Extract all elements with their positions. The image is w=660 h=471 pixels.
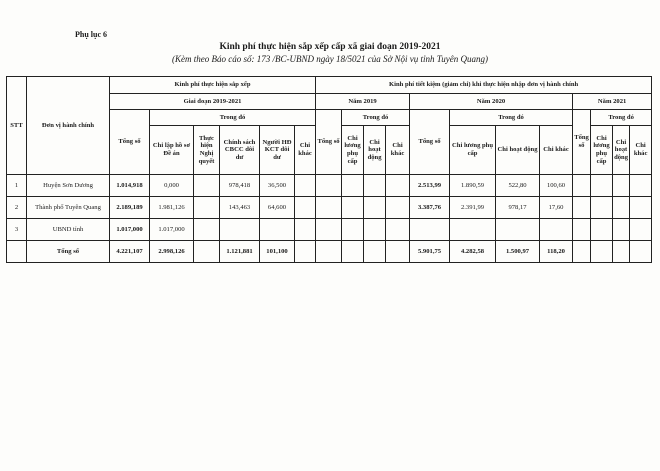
cell-2021-allowance — [591, 219, 613, 241]
cell-2021-operations — [613, 197, 630, 219]
cell-2019-total — [316, 219, 342, 241]
cell-2021-other — [630, 219, 652, 241]
cell-2020-allowance — [450, 219, 496, 241]
table-row — [7, 175, 652, 197]
cell-2021-operations — [613, 175, 630, 197]
cell-total: 1.014,918 — [110, 175, 150, 197]
cell-other — [295, 241, 316, 263]
header-dossier: Chi lập hồ sơ Đề án — [150, 126, 194, 175]
cell-2021-operations — [613, 241, 630, 263]
cell-resolution — [194, 197, 220, 219]
cell-2019-operations — [364, 219, 386, 241]
header-2020-allowance: Chi lương phụ cấp — [450, 126, 496, 175]
cell-2020-other — [540, 219, 573, 241]
cell-stt: 3 — [7, 219, 27, 241]
cell-cbcc — [220, 219, 260, 241]
cell-2021-operations — [613, 219, 630, 241]
header-year-2021: Năm 2021 — [573, 94, 652, 110]
cell-2020-operations: 1.500,97 — [496, 241, 540, 263]
header-2019-total: Tổng số — [316, 110, 342, 175]
header-2020-other: Chi khác — [540, 126, 573, 175]
cell-2019-other — [386, 241, 410, 263]
cell-2020-other: 118,20 — [540, 241, 573, 263]
cell-2019-allowance — [342, 197, 364, 219]
header-2021-other: Chi khác — [630, 126, 652, 175]
cell-2019-total — [316, 197, 342, 219]
header-period: Giai đoạn 2019-2021 — [110, 94, 316, 110]
header-unit: Đơn vị hành chính — [27, 77, 110, 175]
cell-2019-allowance — [342, 219, 364, 241]
document-subtitle: (Kèm theo Báo cáo số: 173 /BC-UBND ngày 18/5021 của Sở Nội vụ tỉnh Tuyên Quang) — [171, 54, 488, 64]
cell-resolution — [194, 219, 220, 241]
cell-2019-operations — [364, 197, 386, 219]
header-savings-cost: Kinh phí tiết kiệm (giảm chi) khi thực hiện nhập đơn vị hành chính — [316, 77, 652, 94]
cell-2019-operations — [364, 175, 386, 197]
cell-2021-allowance — [591, 175, 613, 197]
cell-total: 2.189,189 — [110, 197, 150, 219]
cell-2019-allowance — [342, 241, 364, 263]
header-period-of-which: Trong đó — [150, 110, 316, 126]
cell-2020-allowance: 1.890,59 — [450, 175, 496, 197]
cell-cbcc: 978,418 — [220, 175, 260, 197]
cell-dossier: 2.998,126 — [150, 241, 194, 263]
cell-2019-operations — [364, 241, 386, 263]
cell-resolution — [194, 175, 220, 197]
header-2019-operations: Chi hoạt động — [364, 126, 386, 175]
cell-2020-operations: 522,80 — [496, 175, 540, 197]
cell-2021-total — [573, 197, 591, 219]
cell-2021-allowance — [591, 197, 613, 219]
cell-2021-other — [630, 241, 652, 263]
header-period-total: Tổng số — [110, 110, 150, 175]
document-title: Kinh phí thực hiện sắp xếp cấp xã giai đoạn 2019-2021 — [219, 42, 441, 52]
cell-2021-total — [573, 219, 591, 241]
cell-2021-total — [573, 241, 591, 263]
table-row — [7, 197, 652, 219]
cell-cbcc: 143,463 — [220, 197, 260, 219]
cell-stt-empty — [7, 241, 27, 263]
cell-2020-total: 5.901,75 — [410, 241, 450, 263]
header-2019-allowance: Chi lương phụ cấp — [342, 126, 364, 175]
cell-total: 4.221,107 — [110, 241, 150, 263]
cell-dossier: 0,000 — [150, 175, 194, 197]
cell-2021-allowance — [591, 241, 613, 263]
cell-2020-allowance: 4.282,58 — [450, 241, 496, 263]
cell-2021-other — [630, 175, 652, 197]
header-2019-other: Chi khác — [386, 126, 410, 175]
cell-hd: 64,600 — [260, 197, 295, 219]
cell-2020-allowance: 2.391,99 — [450, 197, 496, 219]
header-2019-of-which: Trong đó — [342, 110, 410, 126]
cell-2020-total — [410, 219, 450, 241]
cell-2019-other — [386, 219, 410, 241]
cell-dossier: 1.981,126 — [150, 197, 194, 219]
cell-other — [295, 219, 316, 241]
cell-other — [295, 175, 316, 197]
header-arrangement-cost: Kinh phí thực hiện sắp xếp — [110, 77, 316, 94]
cell-2020-operations: 978,17 — [496, 197, 540, 219]
header-2020-total: Tổng số — [410, 110, 450, 175]
cell-2019-allowance — [342, 175, 364, 197]
cell-2020-total: 3.387,76 — [410, 197, 450, 219]
header-cbcc: Chính sách CBCC dôi dư — [220, 126, 260, 175]
cell-unit: Thành phố Tuyên Quang — [27, 197, 110, 219]
header-row-1 — [7, 77, 652, 94]
header-resolution: Thực hiện Nghị quyết — [194, 126, 220, 175]
cell-hd — [260, 219, 295, 241]
cell-2019-total — [316, 241, 342, 263]
cell-hd: 101,100 — [260, 241, 295, 263]
header-year-2020: Năm 2020 — [410, 94, 573, 110]
cell-resolution — [194, 241, 220, 263]
cell-2020-other: 100,60 — [540, 175, 573, 197]
header-2020-of-which: Trong đó — [450, 110, 573, 126]
header-2021-allowance: Chi lương phụ cấp — [591, 126, 613, 175]
header-period-other: Chi khác — [295, 126, 316, 175]
header-2020-operations: Chi hoạt động — [496, 126, 540, 175]
cell-dossier: 1.017,000 — [150, 219, 194, 241]
cell-unit: Huyện Sơn Dương — [27, 175, 110, 197]
cell-stt: 2 — [7, 197, 27, 219]
appendix-label: Phụ lục 6 — [75, 30, 108, 39]
cell-unit: UBND tỉnh — [27, 219, 110, 241]
cell-2019-other — [386, 197, 410, 219]
cell-hd: 36,500 — [260, 175, 295, 197]
cell-2019-other — [386, 175, 410, 197]
header-stt: STT — [7, 77, 27, 175]
totals-label: Tổng số — [27, 241, 110, 263]
cell-2020-operations — [496, 219, 540, 241]
table-row — [7, 219, 652, 241]
cost-table — [6, 76, 652, 263]
header-hd-kct: Người HĐ KCT dôi dư — [260, 126, 295, 175]
cell-2019-total — [316, 175, 342, 197]
cell-other — [295, 197, 316, 219]
cell-2021-total — [573, 175, 591, 197]
header-2021-total: Tổng số — [573, 110, 591, 175]
cell-cbcc: 1.121,881 — [220, 241, 260, 263]
cell-total: 1.017,000 — [110, 219, 150, 241]
cell-2020-other: 17,60 — [540, 197, 573, 219]
header-2021-operations: Chi hoạt động — [613, 126, 630, 175]
cell-2021-other — [630, 197, 652, 219]
header-2021-of-which: Trong đó — [591, 110, 652, 126]
cell-stt: 1 — [7, 175, 27, 197]
cell-2020-total: 2.513,99 — [410, 175, 450, 197]
header-year-2019: Năm 2019 — [316, 94, 410, 110]
totals-row — [7, 241, 652, 263]
